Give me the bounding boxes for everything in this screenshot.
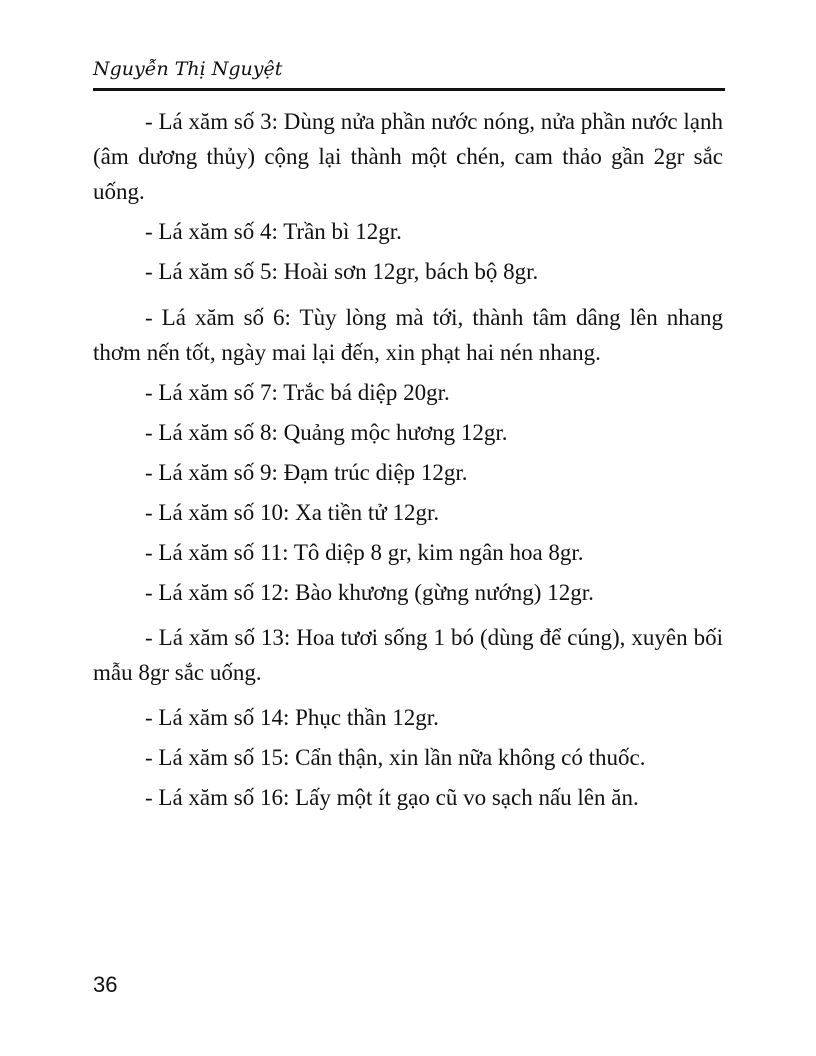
paragraph: - Lá xăm số 16: Lấy một ít gạo cũ vo sạch nấu lên ăn. — [145, 785, 639, 810]
header-rule — [93, 88, 725, 91]
paragraph: - Lá xăm số 3: Dùng nửa phần nước nóng, nửa phần nước lạnh (âm dương thủy) cộng lại thành một chén, cam thảo gần 2gr sắc uống. — [93, 109, 723, 204]
page-body — [93, 104, 723, 820]
paragraph: - Lá xăm số 12: Bào khương (gừng nướng) 12gr. — [145, 580, 594, 605]
paragraph: - Lá xăm số 9: Đạm trúc diệp 12gr. — [145, 460, 468, 485]
paragraph: - Lá xăm số 11: Tô diệp 8 gr, kim ngân hoa 8gr. — [145, 540, 584, 565]
paragraph: - Lá xăm số 4: Trần bì 12gr. — [145, 219, 402, 244]
paragraph: - Lá xăm số 7: Trắc bá diệp 20gr. — [145, 380, 450, 405]
paragraph: - Lá xăm số 14: Phục thần 12gr. — [145, 705, 439, 730]
paragraph: - Lá xăm số 13: Hoa tươi sống 1 bó (dùng để cúng), xuyên bối mẫu 8gr sắc uống. — [93, 625, 723, 685]
page-number: 36 — [93, 972, 118, 997]
paragraph: - Lá xăm số 8: Quảng mộc hương 12gr. — [145, 420, 508, 445]
paragraph: - Lá xăm số 15: Cẩn thận, xin lần nữa không có thuốc. — [145, 745, 646, 770]
paragraph: - Lá xăm số 6: Tùy lòng mà tới, thành tâm dâng lên nhang thơm nến tốt, ngày mai lại đến, xin phạt hai nén nhang. — [93, 305, 723, 365]
paragraph: - Lá xăm số 10: Xa tiền tử 12gr. — [145, 500, 440, 525]
running-header-author: Nguyễn Thị Nguyệt — [93, 58, 283, 80]
paragraph: - Lá xăm số 5: Hoài sơn 12gr, bách bộ 8gr. — [145, 259, 539, 284]
